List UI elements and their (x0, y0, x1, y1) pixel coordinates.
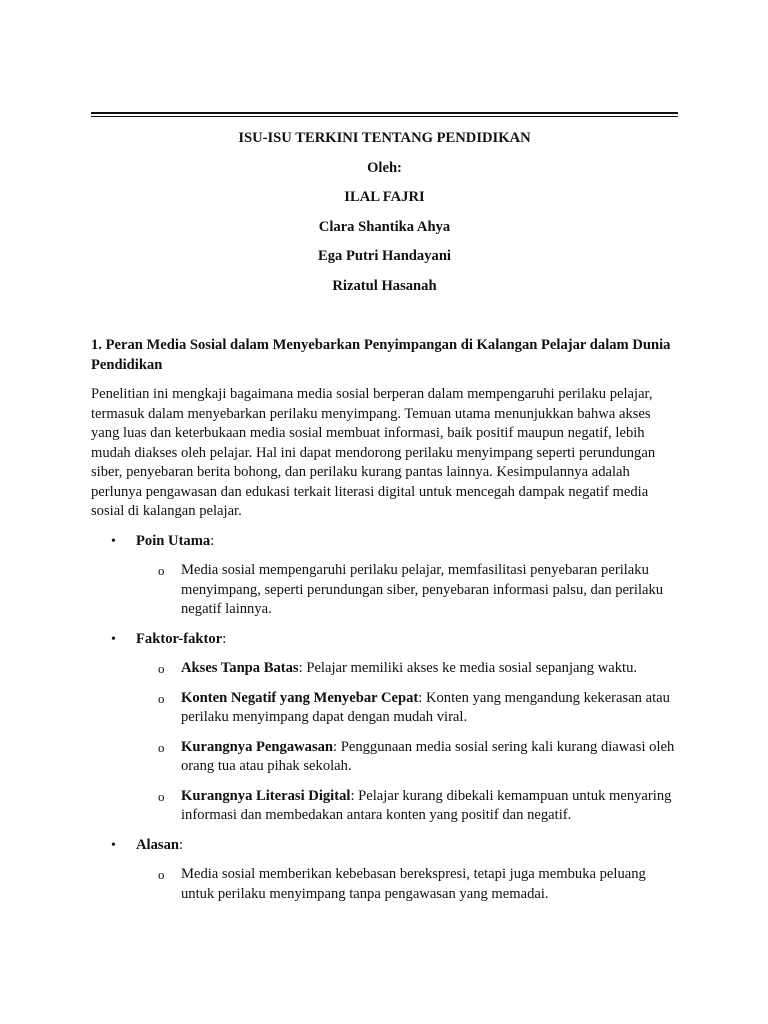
author-name: ILAL FAJRI (344, 189, 425, 206)
sub-list (136, 561, 678, 620)
sub-item-text: Media sosial mempengaruhi perilaku pelajar, memfasilitasi penyebaran perilaku menyimpang, seperti perundungan siber, penyebaran informasi palsu, dan perilaku negatif lainnya. (181, 562, 664, 617)
list-item-label: Faktor-faktor (136, 630, 223, 647)
bullet-icon: • (111, 631, 116, 647)
list-item (91, 836, 678, 905)
sub-bullet-icon: o (158, 867, 165, 882)
author-name: Ega Putri Handayani (318, 248, 451, 265)
by-label: Oleh: (367, 159, 402, 176)
sub-list-item (136, 561, 678, 620)
sub-list-item (136, 689, 678, 728)
document-header (91, 129, 678, 307)
sub-item-text: : Konten yang mengandung kekerasan atau perilaku menyimpang dapat dengan mudah viral. (181, 689, 670, 725)
sub-list (136, 865, 678, 904)
sub-list-item (136, 865, 678, 904)
top-rule-thin (91, 116, 678, 117)
sub-list-item (136, 659, 678, 679)
sub-item-term: Akses Tanpa Batas (181, 660, 299, 676)
list-item (91, 532, 678, 620)
list-item-label: Alasan (136, 836, 179, 853)
list-item-colon: : (222, 630, 227, 647)
document-title: ISU-ISU TERKINI TENTANG PENDIDIKAN (238, 130, 531, 146)
author-name: Rizatul Hasanah (332, 277, 437, 294)
list-item-colon: : (210, 532, 215, 549)
sub-bullet-icon: o (158, 690, 165, 706)
sub-item-text: : Pelajar memiliki akses ke media sosial sepanjang waktu. (298, 660, 638, 676)
sub-list (136, 659, 678, 826)
bullet-icon: • (111, 533, 116, 549)
list-item (91, 630, 678, 826)
sub-item-term: Kurangnya Literasi Digital (181, 787, 351, 804)
sub-item-text: : Pelajar kurang dibekali kemampuan untuk menyaring informasi dan membedakan antara konten yang positif dan negatif. (181, 787, 672, 823)
list-item-label: Poin Utama (136, 532, 211, 549)
sub-item-term: Kurangnya Pengawasan (181, 738, 334, 755)
sub-list-item (136, 738, 678, 777)
top-rule-thick (91, 112, 678, 114)
list-item-colon: : (178, 836, 184, 853)
sub-bullet-icon: o (158, 661, 165, 676)
sub-bullet-icon: o (158, 788, 165, 804)
sub-list-item (136, 787, 678, 826)
sub-bullet-icon: o (158, 739, 165, 755)
section-title: 1. Peran Media Sosial dalam Menyebarkan Penyimpangan di Kalangan Pelajar dalam Dunia Pendidikan (91, 337, 671, 373)
section-paragraph: Penelitian ini mengkaji bagaimana media sosial berperan dalam mempengaruhi perilaku pelajar, termasuk dalam menyebarkan perilaku menyimpang. Temuan utama menunjukkan bahwa akses yang luas dan keterbukaan media sosial membuat informasi, baik positif maupun negatif, lebih mudah diakses oleh pelajar. Hal ini dapat mendorong perilaku menyimpang seperti perundungan siber, penyebaran berita bohong, dan perilaku kurang pantas lainnya. Kesimpulannya adalah perlunya pengawasan dan edukasi terkait literasi digital untuk mencegah dampak negatif media sosial di kalangan pelajar. (91, 386, 656, 519)
sub-item-text: Media sosial memberikan kebebasan berekspresi, tetapi juga membuka peluang untuk perilaku menyimpang tanpa pengawasan yang memadai. (181, 866, 646, 902)
author-name: Clara Shantika Ahya (318, 218, 451, 235)
bullet-icon: • (111, 837, 116, 853)
section-1 (91, 336, 678, 914)
sub-item-term: Konten Negatif yang Menyebar Cepat (181, 689, 419, 706)
sub-bullet-icon: o (158, 563, 165, 578)
sub-item-text: : Penggunaan media sosial sering kali kurang diawasi oleh orang tua atau pihak sekolah. (181, 738, 675, 774)
bullet-list (91, 532, 678, 905)
